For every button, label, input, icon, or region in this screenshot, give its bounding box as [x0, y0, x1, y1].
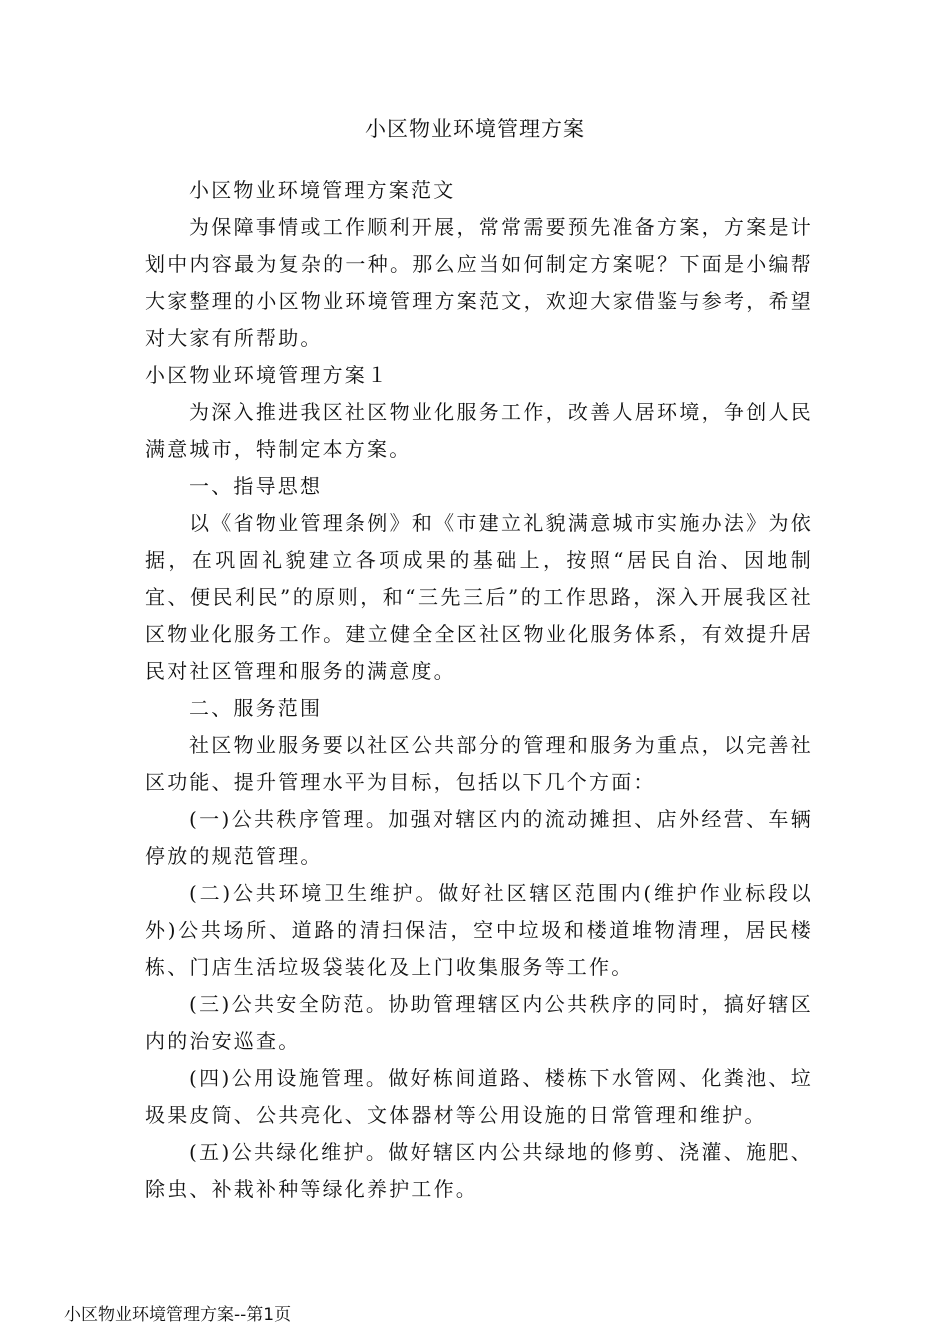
subtitle-paragraph: 小区物业环境管理方案范文 — [189, 178, 456, 202]
purpose-paragraph: 为深入推进我区社区物业化服务工作，改善人居环境，争创人民满意城市，特制定本方案。 — [145, 400, 813, 461]
guiding-thought-paragraph: 以《省物业管理条例》和《市建立礼貌满意城市实施办法》为依据，在巩固礼貌建立各项成果的基础上，按照“居民自治、因地制宜、便民利民”的原则，和“三先三后”的工作思路，深入开展我区社区物业化服务工作。建立健全全区社区物业化服务体系，有效提升居民对社区管理和服务的满意度。 — [145, 511, 813, 683]
document-body — [145, 172, 813, 1208]
heading-guiding-thought: 一、指导思想 — [189, 474, 323, 498]
item-public-safety: (三)公共安全防范。协助管理辖区内公共秩序的同时，搞好辖区内的治安巡查。 — [145, 992, 813, 1053]
heading-service-scope: 二、服务范围 — [189, 696, 323, 720]
item-facilities: (四)公用设施管理。做好栋间道路、楼栋下水管网、化粪池、垃圾果皮筒、公共亮化、文体器材等公用设施的日常管理和维护。 — [145, 1066, 813, 1127]
item-greening: (五)公共绿化维护。做好辖区内公共绿地的修剪、浇灌、施肥、除虫、补栽补种等绿化养护工作。 — [145, 1140, 813, 1201]
intro-paragraph: 为保障事情或工作顺利开展，常常需要预先准备方案，方案是计划中内容最为复杂的一种。那么应当如何制定方案呢？下面是小编帮大家整理的小区物业环境管理方案范文，欢迎大家借鉴与参考，希望对大家有所帮助。 — [145, 215, 813, 350]
page-footer: 小区物业环境管理方案--第1页 — [64, 1305, 292, 1325]
section-heading-plan-1: 小区物业环境管理方案１ — [145, 363, 390, 387]
item-public-order: (一)公共秩序管理。加强对辖区内的流动摊担、店外经营、车辆停放的规范管理。 — [145, 807, 813, 868]
service-scope-paragraph: 社区物业服务要以社区公共部分的管理和服务为重点，以完善社区功能、提升管理水平为目标，包括以下几个方面： — [145, 733, 813, 794]
page-title: 小区物业环境管理方案 — [365, 117, 585, 141]
item-environment-hygiene: (二)公共环境卫生维护。做好社区辖区范围内(维护作业标段以外)公共场所、道路的清扫保洁，空中垃圾和楼道堆物清理，居民楼栋、门店生活垃圾袋装化及上门收集服务等工作。 — [145, 881, 813, 979]
